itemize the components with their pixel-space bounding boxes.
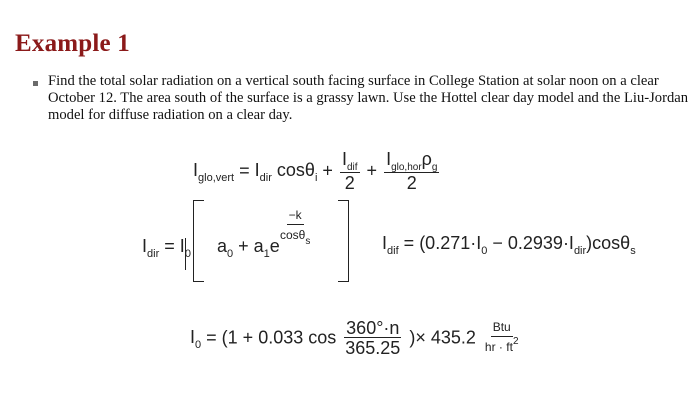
- bullet-icon: [33, 81, 38, 86]
- eq2-e: e: [269, 236, 280, 256]
- problem-statement: Find the total solar radiation on a vertical south facing surface in College Station at solar noon on a clear October 12. The area south of the surface is a grassy lawn. Use the Hottel clear day model and the Liu-Jordan model for diffuse radiation on a clear day.: [48, 73, 689, 123]
- eq2-exponent: $\frac{-k}{\cos\theta_s}$: [280, 208, 311, 247]
- eq1-lhs: $I_{glo,vert}$: [193, 160, 235, 185]
- eq4-units: $\frac{\text{Btu}}{hr \cdot ft^2}$: [484, 320, 519, 354]
- eq4-equals: = (1 + 0.033 cos: [206, 327, 337, 348]
- eq1-term1: $I_{dir}$ cosθ$_i$: [254, 160, 318, 185]
- eq3-lhs: $I_{dif}$: [382, 233, 399, 257]
- eq3-body: $(0.271\cdot I_0 - 0.2939\cdot I_{dir})\cos\theta_s$: [419, 233, 636, 257]
- eq2-lhs: $I_{dir}$: [142, 236, 160, 260]
- equation-total-vertical-radiation: [193, 150, 441, 193]
- eq2-plus: +: [238, 236, 249, 256]
- eq4-multiplier: )× 435.2: [409, 327, 476, 348]
- eq1-fraction-ground: $\frac{I_{glo,hor}\rho_g}{2}$: [386, 149, 438, 193]
- eq4-lhs: $I_0$: [190, 327, 202, 352]
- eq2-bracket-right: [338, 200, 349, 282]
- eq4-fraction-day: $\frac{360^\circ\cdot n}{365.25}$: [345, 318, 401, 358]
- eq2-a0: $a_0$: [216, 236, 234, 260]
- equation-extraterrestrial-radiation: [190, 318, 523, 359]
- eq3-equals: =: [403, 233, 415, 253]
- eq2-I0: $I_0$: [179, 236, 191, 260]
- slide-title: Example 1: [15, 30, 130, 57]
- eq2-equals: =: [164, 236, 175, 256]
- eq1-plus-2: +: [366, 160, 378, 181]
- equation-diffuse-radiation: [382, 233, 636, 257]
- equation-direct-radiation: [142, 236, 280, 260]
- eq1-equals: =: [239, 160, 250, 181]
- eq1-fraction-diffuse: $\frac{I_{dif}}{2}$: [341, 149, 358, 193]
- eq1-plus-1: +: [322, 160, 333, 181]
- eq2-a1: $a_1$: [253, 236, 270, 260]
